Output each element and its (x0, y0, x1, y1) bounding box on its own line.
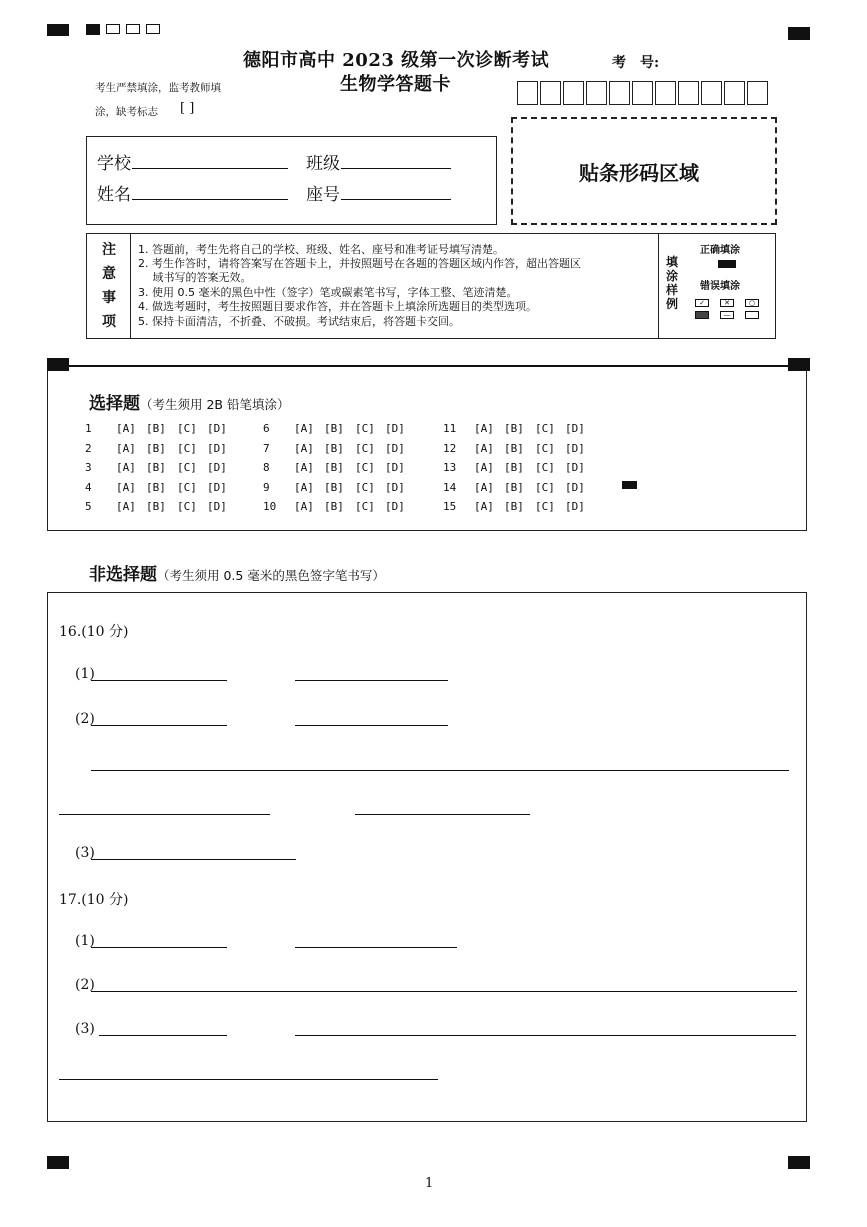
choice-option-bubble[interactable]: [A] (116, 480, 136, 494)
notice-side-char: 意 (102, 266, 116, 282)
notice-side-char: 注 (102, 242, 116, 258)
notice-side-char: 事 (102, 290, 116, 306)
q16-part1-label: (1) (75, 666, 95, 682)
school-input-line[interactable] (132, 168, 288, 169)
choice-question-number: 8 (263, 461, 270, 474)
timing-box (106, 24, 120, 34)
q16-label: 16.(10 分) (59, 624, 129, 640)
choice-option-bubble[interactable]: [D] (565, 422, 585, 435)
choice-question-number: 11 (443, 422, 457, 435)
exam-number-cell[interactable] (632, 81, 653, 105)
exam-number-cell[interactable] (609, 81, 630, 105)
registration-mark-top-right (788, 27, 810, 40)
seat-input-line[interactable] (341, 199, 451, 200)
choice-option-bubble[interactable]: [B] (146, 461, 166, 474)
correct-fill-sample (718, 260, 736, 268)
choice-option-bubble[interactable]: [C] (535, 500, 555, 513)
exam-number-cell[interactable] (563, 81, 584, 105)
school-label: 学校 (97, 154, 131, 174)
choice-option-bubble[interactable]: [B] (324, 480, 344, 494)
absent-mark-box[interactable]: [ ] (180, 101, 195, 116)
name-input-line[interactable] (132, 199, 288, 200)
choice-question-number: 4 (85, 480, 92, 494)
wrong-fill-sample-partial (695, 311, 709, 319)
choice-option-bubble[interactable]: [B] (146, 422, 166, 435)
choice-option-bubble[interactable]: [B] (324, 422, 344, 435)
nonchoice-section-title (89, 560, 385, 585)
name-label: 姓名 (97, 185, 131, 205)
notice-item: 域书写的答案无效。 (138, 271, 252, 284)
choice-option-bubble[interactable]: [A] (116, 441, 136, 455)
exam-subject-title: 生物学答题卡 (340, 74, 451, 95)
choice-option-bubble[interactable]: [A] (294, 480, 314, 494)
wrong-fill-sample-cross: ✕ (720, 299, 734, 307)
absent-note-line2: 涂，缺考标志 (95, 106, 158, 118)
choice-option-bubble[interactable]: [D] (207, 461, 227, 474)
choice-option-bubble[interactable]: [D] (207, 480, 227, 494)
choice-subtitle: （考生须用 2B 铅笔填涂） (140, 397, 290, 412)
choice-option-bubble[interactable]: [C] (535, 461, 555, 474)
choice-option-bubble[interactable]: [C] (177, 480, 197, 494)
choice-option-bubble[interactable]: [D] (385, 441, 405, 455)
sample-side-char: 涂 (666, 269, 679, 283)
exam-number-cell[interactable] (517, 81, 538, 105)
choice-option-bubble[interactable]: [A] (474, 441, 494, 455)
q17-part3-label: (3) (75, 1021, 95, 1037)
choice-option-bubble[interactable]: [C] (177, 461, 197, 474)
notice-divider-right (658, 233, 659, 339)
q16-part3-blank[interactable] (91, 859, 296, 860)
choice-question-number: 5 (85, 500, 92, 513)
notice-item: 1. 答题前，考生先将自己的学校、班级、姓名、座号和准考证号填写清楚。 (138, 243, 504, 256)
choice-option-bubble[interactable]: [D] (385, 461, 405, 474)
choice-option-bubble[interactable]: [B] (504, 461, 524, 474)
choice-option-bubble[interactable]: [B] (504, 422, 524, 435)
nonchoice-subtitle: （考生须用 0.5 毫米的黑色签字笔书写） (157, 568, 385, 583)
choice-option-bubble[interactable]: [A] (116, 500, 136, 513)
correct-fill-label: 正确填涂 (700, 245, 740, 256)
choice-option-bubble[interactable]: [A] (116, 422, 136, 435)
q17-part2-label: (2) (75, 977, 95, 993)
registration-mark-top-left (47, 24, 69, 36)
wrong-fill-sample-check: ✓ (695, 299, 709, 307)
registration-mark-top-left-small (86, 24, 100, 35)
choice-question-number: 10 (263, 500, 277, 513)
choice-option-bubble[interactable]: [B] (504, 480, 524, 494)
choice-question-number: 1 (85, 422, 92, 435)
exam-number-cell[interactable] (586, 81, 607, 105)
choice-option-bubble[interactable]: [B] (324, 441, 344, 455)
exam-number-label: 考 号: (612, 55, 660, 71)
q16-part2-long-line[interactable] (91, 770, 789, 771)
choice-option-bubble[interactable]: [B] (324, 461, 344, 474)
timing-box (146, 24, 160, 34)
choice-option-bubble[interactable]: [C] (535, 480, 555, 494)
choice-option-bubble[interactable]: [B] (504, 500, 524, 513)
choice-option-bubble[interactable]: [C] (355, 422, 375, 435)
registration-mark-bottom-right (788, 1156, 810, 1169)
sample-side-char: 样 (666, 283, 679, 297)
sample-side-char: 例 (666, 297, 679, 311)
registration-mark-bottom-left (47, 1156, 69, 1169)
q17-part1-blank-b[interactable] (295, 947, 457, 948)
choice-option-bubble[interactable]: [D] (385, 480, 405, 494)
notice-item: 5. 保持卡面清洁，不折叠、不破损。考试结束后，将答题卡交回。 (138, 315, 460, 328)
choice-option-bubble[interactable]: [D] (565, 480, 585, 494)
exam-number-cell[interactable] (655, 81, 676, 105)
choice-option-bubble[interactable]: [C] (355, 480, 375, 494)
choice-option-bubble[interactable]: [C] (177, 422, 197, 435)
exam-number-cell[interactable] (724, 81, 745, 105)
choice-question-number: 13 (443, 461, 457, 474)
choice-title-text: 选择题 (89, 394, 140, 414)
notice-item: 3. 使用 0.5 毫米的黑色中性（签字）笔或碳素笔书写，字体工整、笔迹清楚。 (138, 286, 518, 299)
choice-option-bubble[interactable]: [D] (565, 441, 585, 455)
exam-number-cell[interactable] (678, 81, 699, 105)
q16-part2-blank-d[interactable] (355, 814, 530, 815)
notice-side-char: 项 (102, 314, 116, 330)
q16-part1-blank-a[interactable] (91, 680, 227, 681)
choice-option-bubble[interactable]: [A] (294, 422, 314, 435)
q17-part1-blank-a[interactable] (91, 947, 227, 948)
choice-option-bubble[interactable]: [A] (474, 422, 494, 435)
choice-option-bubble[interactable]: [D] (565, 500, 585, 513)
timing-box (126, 24, 140, 34)
choice-option-bubble[interactable]: [C] (177, 441, 197, 455)
choice-option-bubble[interactable]: [D] (207, 422, 227, 435)
choice-question-number: 9 (263, 480, 270, 494)
choice-option-bubble[interactable]: [C] (177, 500, 197, 513)
choice-option-bubble[interactable]: [D] (207, 500, 227, 513)
page-number: 1 (425, 1176, 434, 1191)
choice-option-bubble[interactable]: [A] (294, 461, 314, 474)
choice-option-bubble[interactable]: [B] (146, 500, 166, 513)
choice-option-bubble[interactable]: [A] (474, 480, 494, 494)
choice-question-number: 14 (443, 480, 457, 494)
seat-label: 座号 (306, 185, 340, 205)
choice-option-bubble[interactable]: [C] (535, 422, 555, 435)
choice-question-number: 7 (263, 441, 270, 455)
choice-option-bubble[interactable]: [B] (504, 441, 524, 455)
notice-item: 2. 考生作答时，请将答案写在答题卡上，并按照题号在各题的答题区域内作答，超出答题区 (138, 257, 581, 270)
notice-item: 4. 做选考题时，考生按照题目要求作答，并在答题卡上填涂所选题目的类型选项。 (138, 300, 537, 313)
choice-section-title (89, 389, 289, 414)
choice-option-bubble[interactable]: [A] (474, 461, 494, 474)
choice-option-bubble[interactable]: [B] (146, 480, 166, 494)
choice-question-number: 12 (443, 441, 457, 455)
q17-part1-label: (1) (75, 933, 95, 949)
choice-option-bubble[interactable]: [C] (355, 461, 375, 474)
q16-part2-blank-a[interactable] (91, 725, 227, 726)
notice-divider-left (130, 233, 131, 339)
q16-part2-blank-c[interactable] (59, 814, 270, 815)
choice-question-number: 2 (85, 441, 92, 455)
choice-option-bubble[interactable]: [C] (535, 441, 555, 455)
choice-question-number: 6 (263, 422, 270, 435)
wrong-fill-label: 错误填涂 (700, 281, 740, 292)
q17-label: 17.(10 分) (59, 892, 129, 908)
q17-part3-blank-b[interactable] (295, 1035, 796, 1036)
choice-option-bubble[interactable]: [B] (324, 500, 344, 513)
q16-part2-blank-b[interactable] (295, 725, 448, 726)
timing-mark (622, 481, 637, 489)
class-label: 班级 (306, 154, 340, 174)
barcode-label: 贴条形码区域 (579, 161, 699, 185)
nonchoice-title-text: 非选择题 (89, 565, 157, 585)
choice-option-bubble[interactable]: [C] (355, 500, 375, 513)
choice-question-number: 3 (85, 461, 92, 474)
choice-option-bubble[interactable]: [D] (565, 461, 585, 474)
choice-option-bubble[interactable]: [A] (294, 441, 314, 455)
exam-title: 德阳市高中 2023 级第一次诊断考试 (243, 50, 550, 71)
choice-option-bubble[interactable]: [C] (355, 441, 375, 455)
q17-part2-long-line[interactable] (91, 991, 797, 992)
q16-part3-label: (3) (75, 845, 95, 861)
choice-option-bubble[interactable]: [A] (294, 500, 314, 513)
registration-mark-mid-right (788, 358, 810, 371)
section-rule (69, 365, 788, 367)
exam-number-cell[interactable] (701, 81, 722, 105)
choice-option-bubble[interactable]: [A] (474, 500, 494, 513)
student-info-box (86, 136, 497, 225)
wrong-fill-sample-empty (745, 311, 759, 319)
q16-part1-blank-b[interactable] (295, 680, 448, 681)
choice-option-bubble[interactable]: [D] (385, 500, 405, 513)
q17-part3-blank-c[interactable] (59, 1079, 438, 1080)
exam-number-cell[interactable] (540, 81, 561, 105)
wrong-fill-sample-circle: ○ (745, 299, 759, 307)
sample-side-char: 填 (666, 255, 679, 269)
absent-note-line1: 考生严禁填涂，监考教师填 (95, 82, 221, 94)
choice-option-bubble[interactable]: [A] (116, 461, 136, 474)
choice-question-number: 15 (443, 500, 457, 513)
choice-option-bubble[interactable]: [D] (207, 441, 227, 455)
choice-option-bubble[interactable]: [B] (146, 441, 166, 455)
exam-number-cell[interactable] (747, 81, 768, 105)
wrong-fill-sample-line: — (720, 311, 734, 319)
choice-option-bubble[interactable]: [D] (385, 422, 405, 435)
class-input-line[interactable] (341, 168, 451, 169)
registration-mark-mid-left (47, 358, 69, 371)
q16-part2-label: (2) (75, 711, 95, 727)
nonchoice-answer-frame (47, 592, 807, 1122)
q17-part3-blank-a[interactable] (99, 1035, 227, 1036)
